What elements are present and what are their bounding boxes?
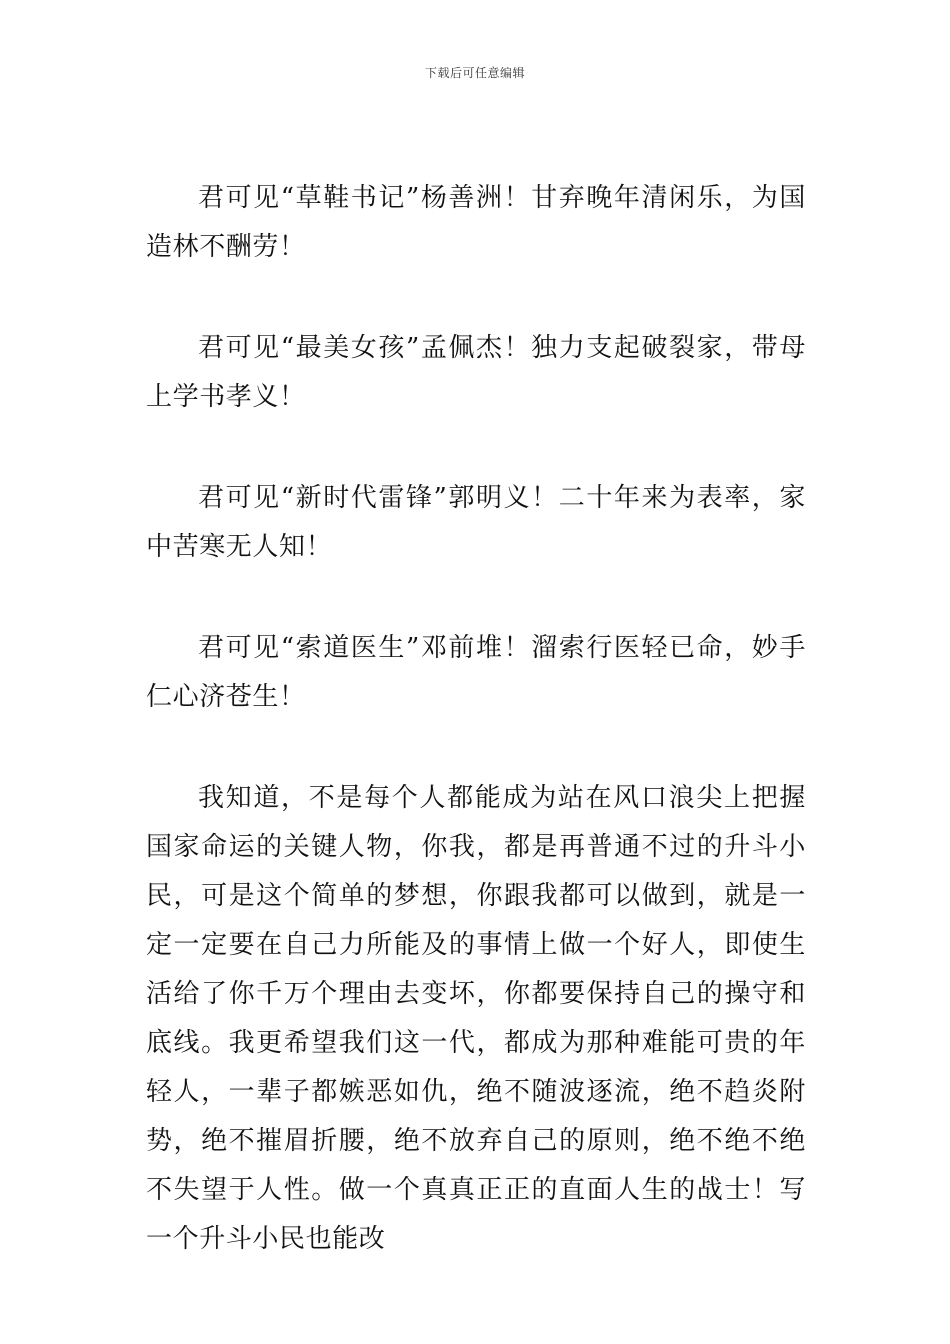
paragraph-meng-peijie: 君可见“最美女孩”孟佩杰！独力支起破裂家，带母上学书孝义！ — [146, 333, 806, 412]
paragraph-deng-qiandui: 君可见“索道医生”邓前堆！溜索行医轻已命，妙手仁心济苍生！ — [146, 633, 806, 712]
document-body — [146, 174, 806, 1264]
paragraph-guo-mingyi: 君可见“新时代雷锋”郭明义！二十年来为表率，家中苦寒无人知！ — [146, 483, 806, 562]
paragraph-reflection: 我知道，不是每个人都能成为站在风口浪尖上把握国家命运的关键人物，你我，都是再普通不过的升斗小民，可是这个简单的梦想，你跟我都可以做到，就是一定一定要在自己力所能及的事情上做一个好人，即使生活给了你千万个理由去变坏，你都要保持自己的操守和底线。我更希望我们这一代，都成为那种难能可贵的年轻人，一辈子都嫉恶如仇，绝不随波逐流，绝不趋炎附势，绝不摧眉折腰，绝不放弃自己的原则，绝不绝不绝不失望于人性。做一个真真正正的直面人生的战士！写一个升斗小民也能改 — [146, 783, 806, 1254]
paragraph-yang-shanzhou: 君可见“草鞋书记”杨善洲！甘弃晚年清闲乐，为国造林不酬劳！ — [146, 183, 806, 262]
page-header: 下载后可任意编辑 — [424, 66, 525, 80]
